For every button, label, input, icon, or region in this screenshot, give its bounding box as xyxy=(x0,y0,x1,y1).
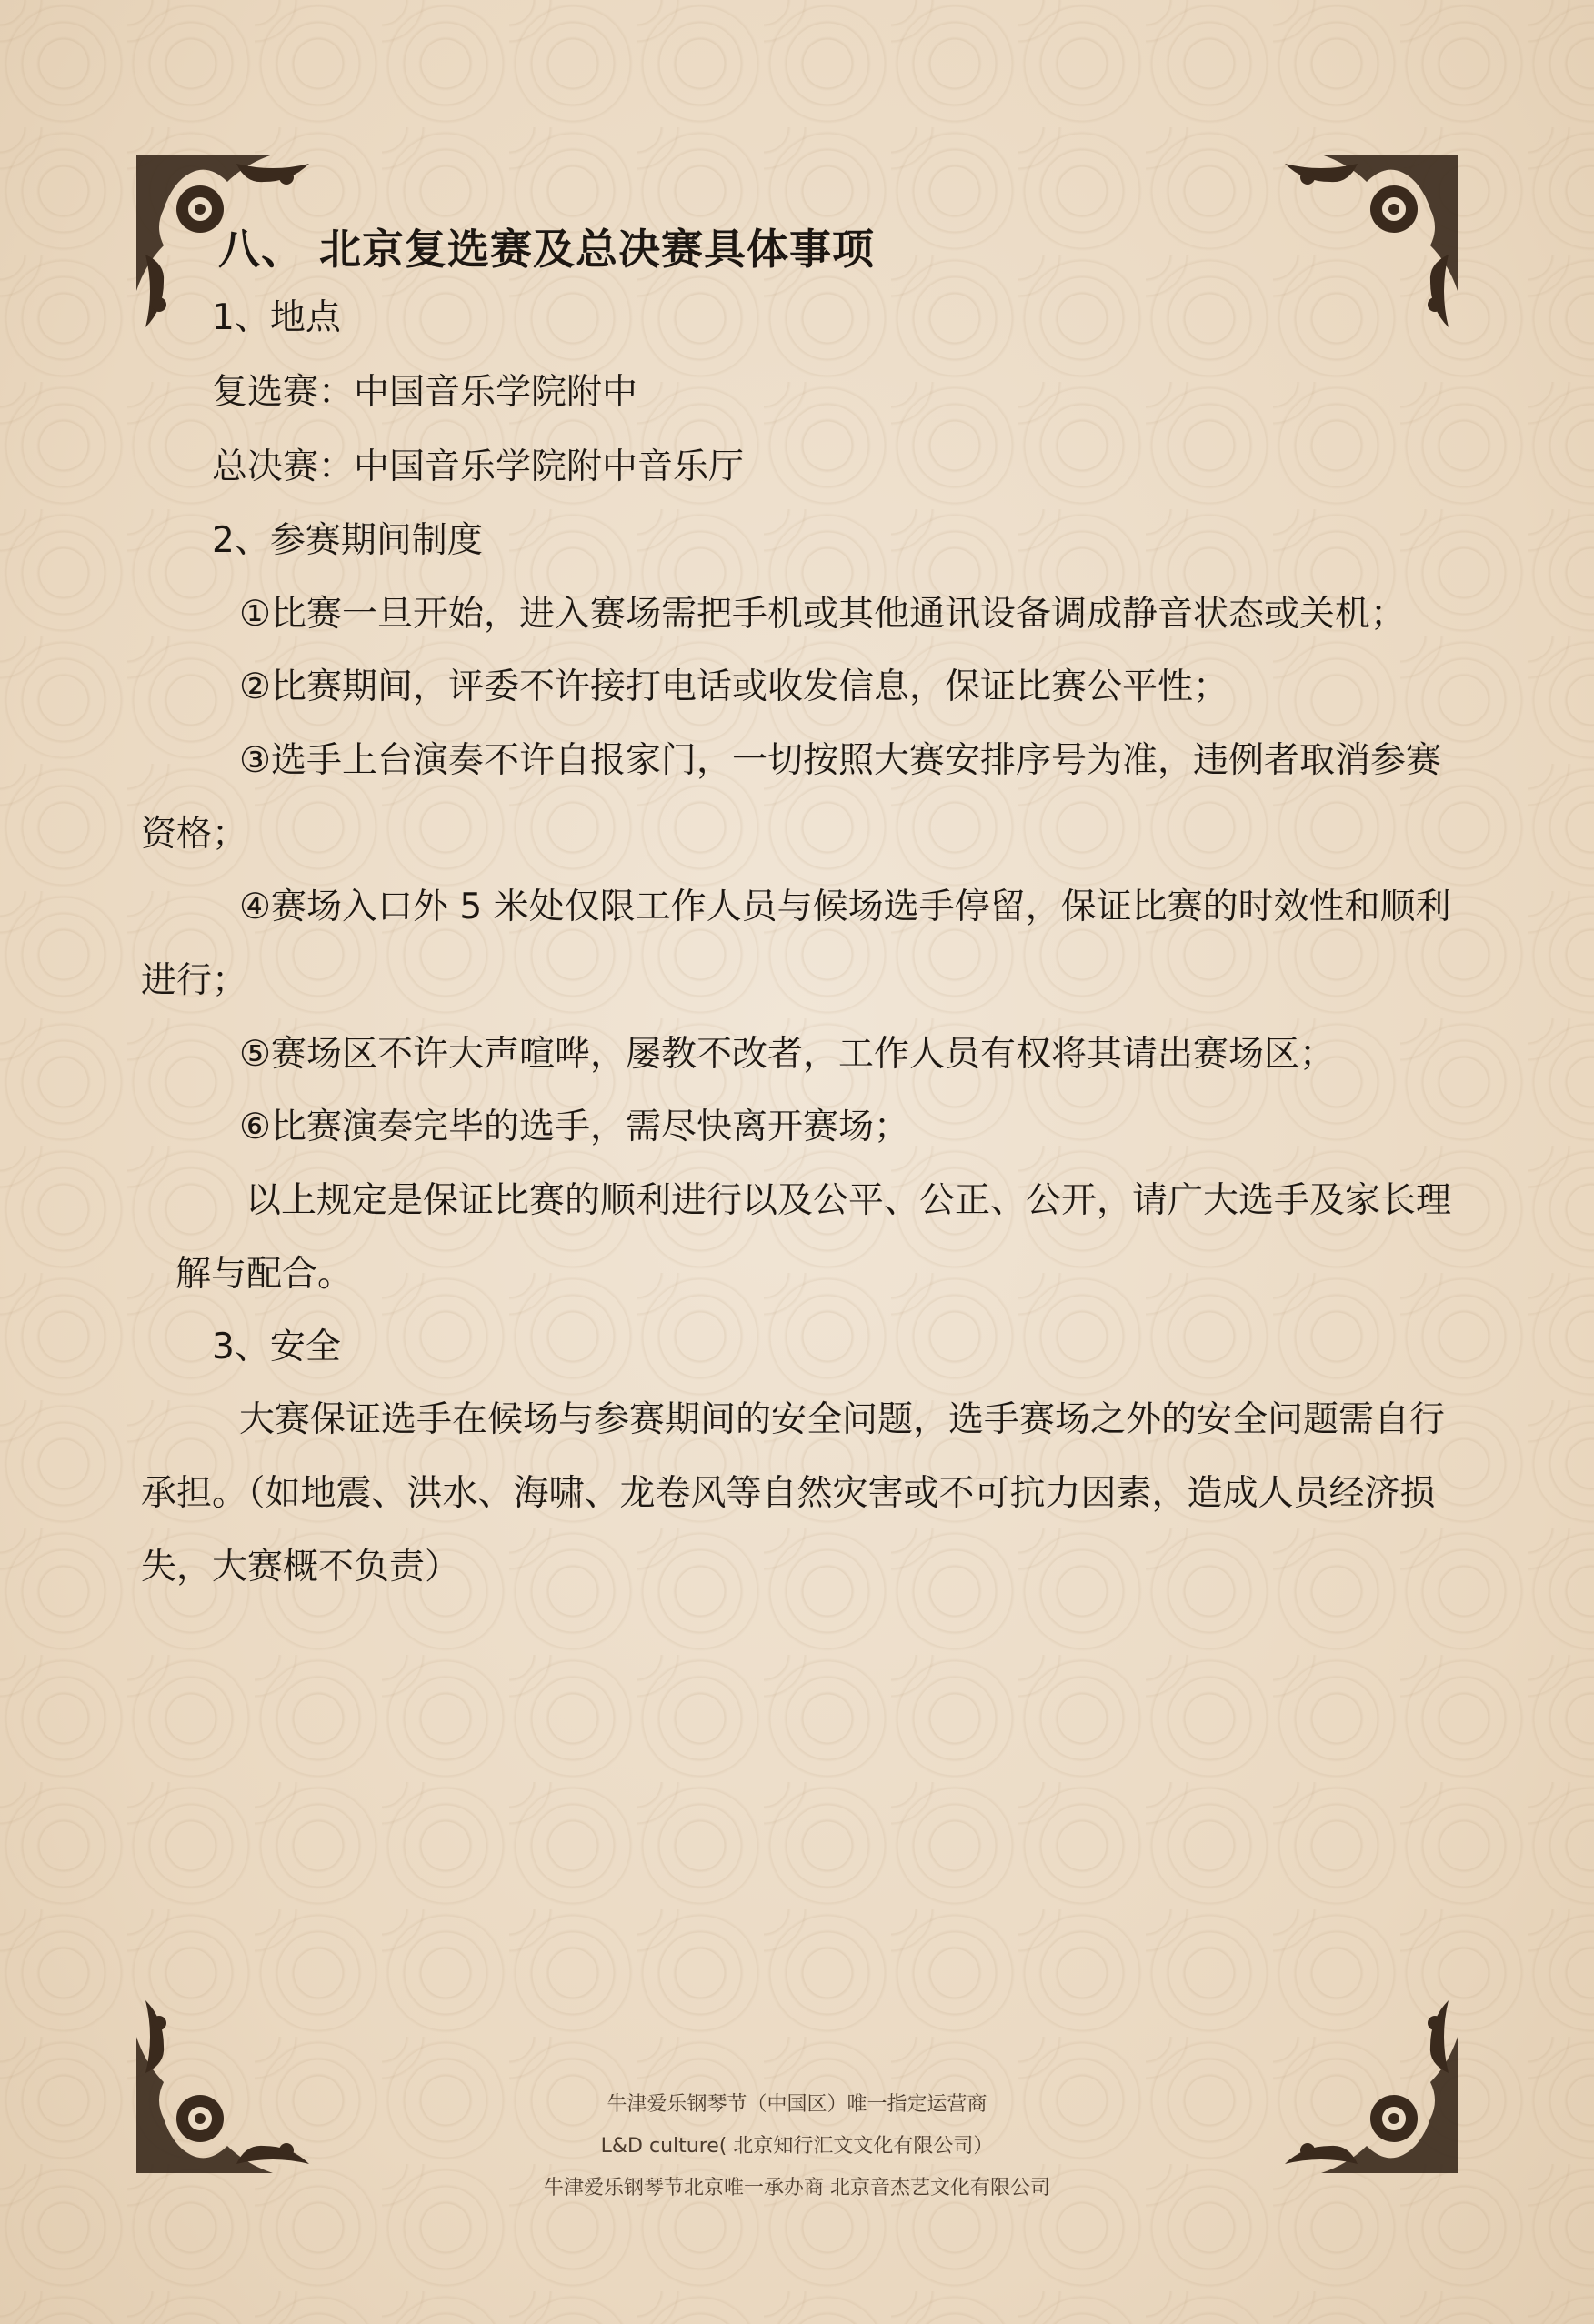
safety-text-line-3: 失，大赛概不负责） xyxy=(141,1547,461,1588)
rules-note-line-1: 以上规定是保证比赛的顺利进行以及公平、公正、公开，请广大选手及家长理 xyxy=(246,1180,1452,1221)
footer-line-3: 牛津爱乐钢琴节北京唯一承办商 北京音杰艺文化有限公司 xyxy=(544,2177,1050,2199)
section-3-title: 3、安全 xyxy=(212,1327,341,1367)
rule-6: ⑥比赛演奏完毕的选手，需尽快离开赛场； xyxy=(239,1107,909,1147)
rules-note-line-2: 解与配合。 xyxy=(175,1254,354,1295)
rule-1: ①比赛一旦开始，进入赛场需把手机或其他通讯设备调成静音状态或关机； xyxy=(239,594,1406,635)
safety-text-line-1: 大赛保证选手在候场与参赛期间的安全问题，选手赛场之外的安全问题需自行 xyxy=(239,1399,1446,1440)
footer-line-1: 牛津爱乐钢琴节（中国区）唯一指定运营商 xyxy=(607,2093,987,2116)
prelim-location: 复选赛：中国音乐学院附中 xyxy=(212,372,638,413)
rule-3-line-2: 资格； xyxy=(141,814,248,855)
corner-ornament-top-right xyxy=(1276,155,1458,336)
rule-2: ②比赛期间，评委不许接打电话或收发信息，保证比赛公平性； xyxy=(239,666,1228,707)
rule-3-line-1: ③选手上台演奏不许自报家门，一切按照大赛安排序号为准，违例者取消参赛 xyxy=(239,740,1441,781)
safety-text-line-2: 承担。（如地震、洪水、海啸、龙卷风等自然灾害或不可抗力因素，造成人员经济损 xyxy=(141,1473,1436,1514)
page-title: 八、 北京复选赛及总决赛具体事项 xyxy=(218,225,876,274)
final-location: 总决赛：中国音乐学院附中音乐厅 xyxy=(212,446,745,487)
rule-5: ⑤赛场区不许大声喧哗，屡教不改者，工作人员有权将其请出赛场区； xyxy=(239,1034,1335,1075)
rule-4-line-1: ④赛场入口外 5 米处仅限工作人员与候场选手停留，保证比赛的时效性和顺利 xyxy=(239,887,1451,927)
section-1-title: 1、地点 xyxy=(212,297,341,338)
rule-4-line-2: 进行； xyxy=(141,960,248,1001)
footer-line-2: L&D culture( 北京知行汇文文化有限公司） xyxy=(600,2135,994,2158)
section-2-title: 2、参赛期间制度 xyxy=(212,520,483,561)
